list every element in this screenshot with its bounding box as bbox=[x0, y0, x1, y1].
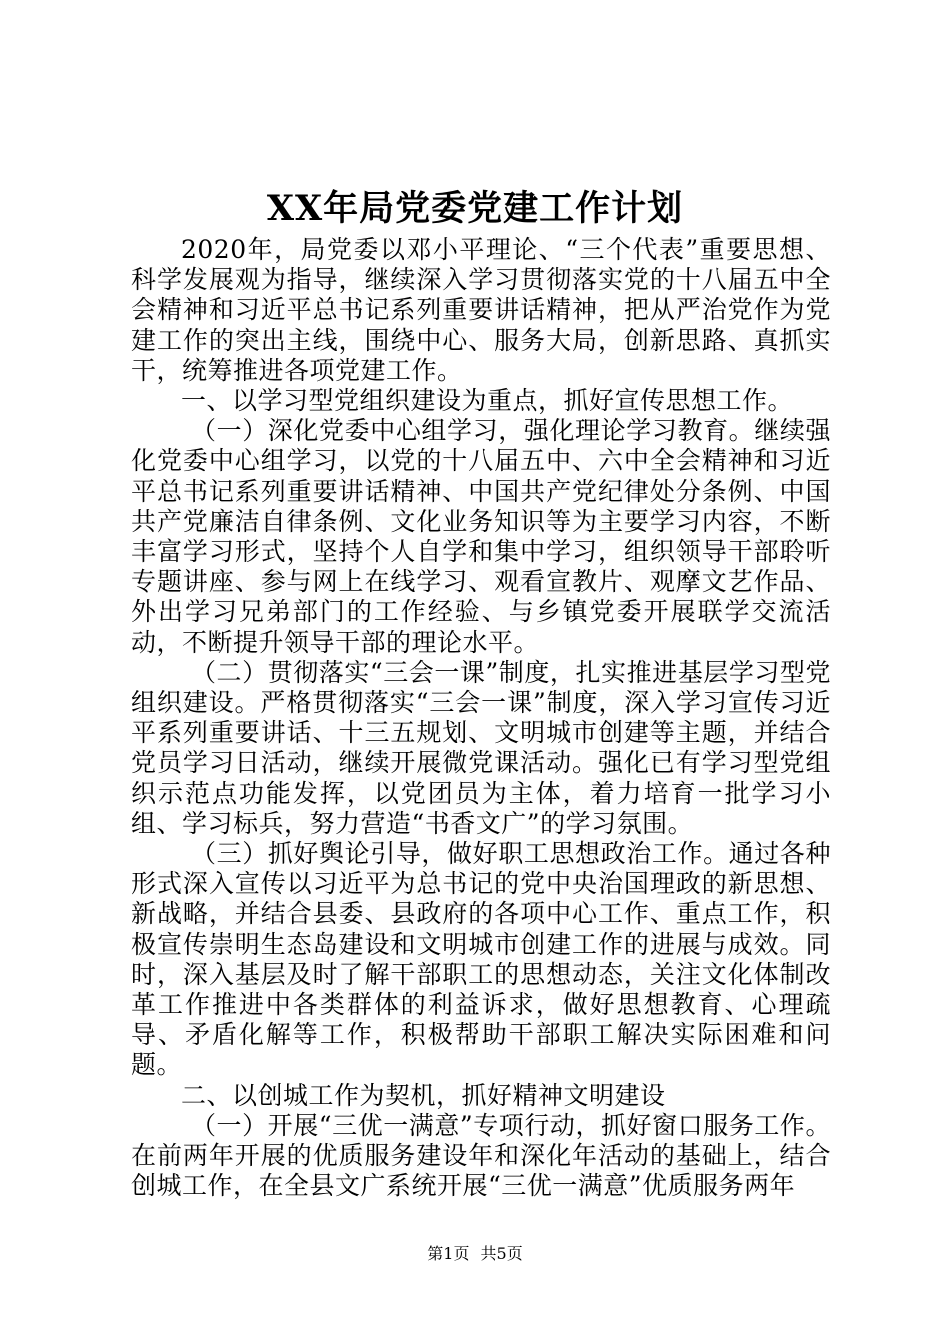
subsection-paragraph-1-3: （三）抓好舆论引导，做好职工思想政治工作。通过各种形式深入宣传以习近平为总书记的党中央治国理政的新思想、新战略，并结合县委、县政府的各项中心工作、重点工作，积极宣传崇明生态岛建设和文明城市创建工作的进展与成效。同时，深入基层及时了解干部职工的思想动态，关注文化体制改革工作推进中各类群体的利益诉求，做好思想教育、心理疏导、矛盾化解等工作，积极帮助干部职工解决实际困难和问题。 bbox=[131, 839, 831, 1080]
section-heading-1: 一、以学习型党组织建设为重点，抓好宣传思想工作。 bbox=[181, 386, 794, 416]
subsection-paragraph-2-1: （一）开展“三优一满意”专项行动，抓好窗口服务工作。在前两年开展的优质服务建设年和深化年活动的基础上，结合创城工作，在全县文广系统开展“三优一满意”优质服务两年 bbox=[131, 1110, 831, 1201]
section-heading-2: 二、以创城工作为契机，抓好精神文明建设 bbox=[181, 1080, 666, 1110]
document-title: XX年局党委党建工作计划 bbox=[266, 188, 684, 229]
subsection-paragraph-1-2: （二）贯彻落实“三会一课”制度，扎实推进基层学习型党组织建设。严格贯彻落实“三会一课”制度，深入学习宣传习近平系列重要讲话、十三五规划、文明城市创建等主题，并结合党员学习日活动，继续开展微党课活动。强化已有学习型党组织示范点功能发挥，以党团员为主体，着力培育一批学习小组、学习标兵，努力营造“书香文广”的学习氛围。 bbox=[131, 657, 831, 838]
intro-paragraph: 2020年，局党委以邓小平理论、“三个代表”重要思想、科学发展观为指导，继续深入学习贯彻落实党的十八届五中全会精神和习近平总书记系列重要讲话精神，把从严治党作为党建工作的突出主线，围绕中心、服务大局，创新思路、真抓实干，统筹推进各项党建工作。 bbox=[131, 235, 831, 385]
page-footer bbox=[0, 1243, 950, 1265]
page-number: 第1页 bbox=[427, 1244, 470, 1263]
page-total: 共5页 bbox=[480, 1244, 523, 1263]
subsection-paragraph-1-1: （一）深化党委中心组学习，强化理论学习教育。继续强化党委中心组学习，以党的十八届五中、六中全会精神和习近平总书记系列重要讲话精神、中国共产党纪律处分条例、中国共产党廉洁自律条例、文化业务知识等为主要学习内容，不断丰富学习形式，坚持个人自学和集中学习，组织领导干部聆听专题讲座、参与网上在线学习、观看宣教片、观摩文艺作品、外出学习兄弟部门的工作经验、与乡镇党委开展联学交流活动，不断提升领导干部的理论水平。 bbox=[131, 416, 831, 657]
document-body bbox=[131, 235, 831, 1202]
